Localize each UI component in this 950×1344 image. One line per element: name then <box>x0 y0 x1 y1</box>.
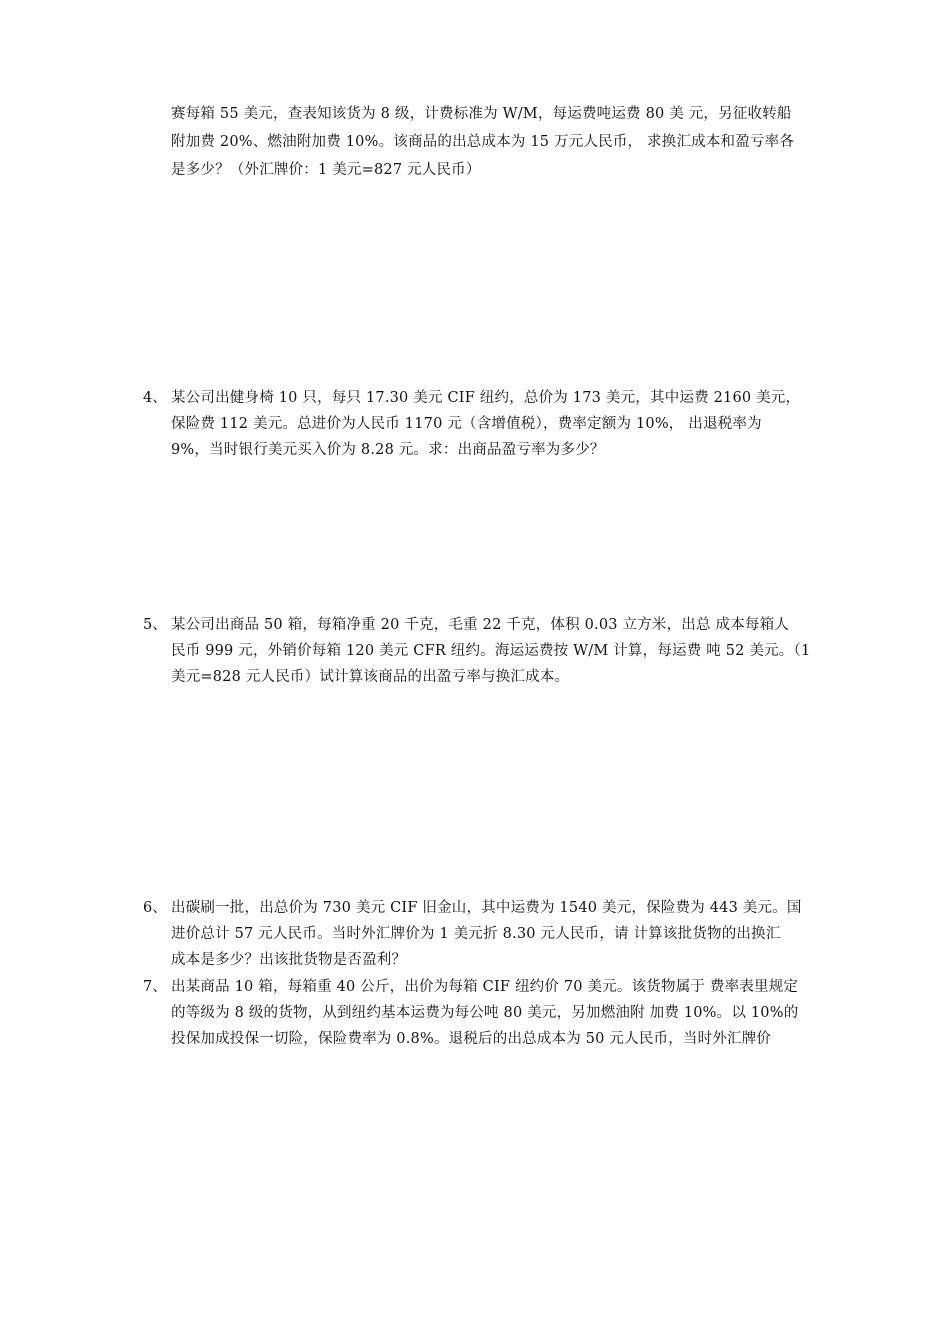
problem6-line1: 出碳刷一批，出总价为 730 美元 CIF 旧金山，其中运费为 1540 美元，保险费为 443 美元。国 <box>171 900 802 916</box>
problem3-line1: 赛每箱 55 美元，查表知该货为 8 级，计费标准为 W/M，每运费吨运费 80 美 元，另征收转船 <box>171 106 792 122</box>
problem4-number: 4、 <box>143 390 167 406</box>
problem4-line3: 9%，当时银行美元买入价为 8.28 元。求：出商品盈亏率为多少？ <box>171 442 605 458</box>
problem4-line2: 保险费 112 美元。总进价为人民币 1170 元（含增值税），费率定额为 10%， 出退税率为 <box>171 416 762 432</box>
problem7-line3: 投保加成投保一切险，保险费率为 0.8%。退税后的出总成本为 50 元人民币，当时外汇牌价 <box>171 1031 772 1047</box>
problem6-line2: 进价总计 57 元人民币。当时外汇牌价为 1 美元折 8.30 元人民币，请 计算该批货物的出换汇 <box>171 926 781 942</box>
problem6-line3: 成本是多少？出该批货物是否盈利？ <box>171 952 407 968</box>
problem7-number: 7、 <box>143 979 167 995</box>
problem5-number: 5、 <box>143 617 167 633</box>
problem7-line1: 出某商品 10 箱，每箱重 40 公斤，出价为每箱 CIF 纽约价 70 美元。该货物属于 费率表里规定 <box>171 979 799 995</box>
problem7-line2: 的等级为 8 级的货物，从到纽约基本运费为每公吨 80 美元，另加燃油附 加费 10%。以 10%的 <box>171 1005 799 1021</box>
problem5-line3: 美元=828 元人民币）试计算该商品的出盈亏率与换汇成本。 <box>171 669 570 685</box>
problem5-line1: 某公司出商品 50 箱，每箱净重 20 千克，毛重 22 千克，体积 0.03 立方米，出总 成本每箱人 <box>171 617 790 633</box>
problem6-number: 6、 <box>143 900 167 916</box>
problem3-line2: 附加费 20%、燃油附加费 10%。该商品的出总成本为 15 万元人民币， 求换汇成本和盈亏率各 <box>171 134 795 150</box>
problem3-line3: 是多少？（外汇牌价：1 美元=827 元人民币） <box>171 162 481 178</box>
problem5-line2: 民币 999 元，外销价每箱 120 美元 CFR 纽约。海运运费按 W/M 计算，每运费 吨 52 美元。（1 <box>171 643 811 659</box>
problem4-line1: 某公司出健身椅 10 只，每只 17.30 美元 CIF 纽约，总价为 173 美元，其中运费 2160 美元， <box>171 390 801 406</box>
